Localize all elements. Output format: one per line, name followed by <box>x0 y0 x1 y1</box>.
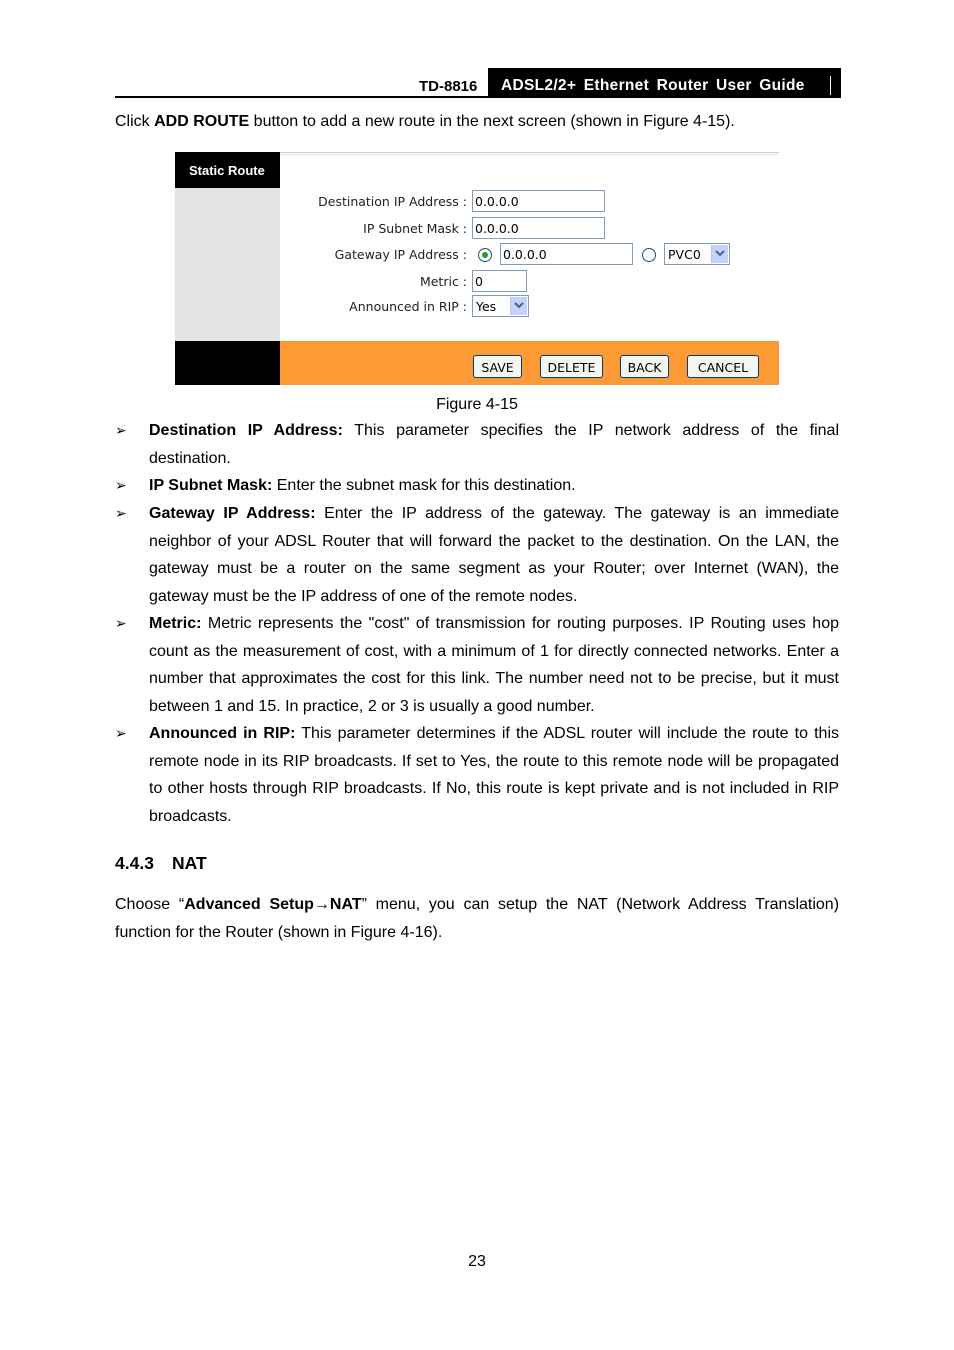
rip-label: Announced in RIP : <box>349 299 467 314</box>
metric-label: Metric : <box>419 274 467 289</box>
save-button[interactable]: SAVE <box>473 355 522 378</box>
header-guide-title: ADSL2/2+ Ethernet Router User Guide <box>501 77 805 94</box>
bullet-text <box>149 472 839 500</box>
panel-top-subborder <box>280 154 779 155</box>
chevron-down-icon <box>510 297 527 315</box>
header-model: TD-8816 <box>419 78 478 95</box>
gateway-ip-radio[interactable] <box>478 248 492 262</box>
nat-bold-advanced: Advanced Setup <box>184 896 314 913</box>
bullet-item <box>115 720 839 830</box>
bullet-arrow-icon: ➢ <box>115 505 127 521</box>
cancel-button[interactable]: CANCEL <box>687 355 759 378</box>
pvc-radio[interactable] <box>642 248 656 262</box>
bullet-desc: Metric represents the "cost" of transmission for routing purposes. IP Routing uses hop count as the measurement of cost, with a minimum of 1 for directly connected networks. Enter a number that approximates the cost for this link. The number need not to be precise, but it must between 1 and 15. In practice, 2 or 3 is usually a good number. <box>149 615 839 715</box>
bullet-item <box>115 610 839 720</box>
intro-suffix: button to add a new route in the next screen (shown in Figure 4-15). <box>249 113 735 130</box>
pvc-select[interactable] <box>664 243 730 265</box>
bullet-text <box>149 610 839 720</box>
intro-paragraph <box>115 108 839 136</box>
dest-ip-label: Destination IP Address : <box>318 194 467 209</box>
page-number: 23 <box>468 1253 486 1270</box>
bullet-text <box>149 500 839 610</box>
bullet-desc: Enter the IP address of the gateway. The gateway is an immediate neighbor of your ADSL Router that will forward the packet to the destination. On the LAN, the gateway must be a router on the same segment as your Router; over Internet (WAN), the gateway must be the IP address of one of the remote nodes. <box>149 505 839 605</box>
bullet-term: IP Subnet Mask: <box>149 477 273 494</box>
bullet-arrow-icon: ➢ <box>115 422 127 438</box>
bullet-item <box>115 500 839 610</box>
bullet-arrow-icon: ➢ <box>115 615 127 631</box>
nat-prefix: Choose “ <box>115 896 185 913</box>
gateway-ip-label: Gateway IP Address : <box>334 247 467 262</box>
radio-selected-dot <box>482 252 488 258</box>
bullet-text <box>149 417 839 472</box>
rip-select[interactable] <box>472 295 529 317</box>
bullet-desc: Enter the subnet mask for this destination. <box>272 477 576 494</box>
header-rule <box>115 96 841 98</box>
nat-bold-nat: NAT <box>329 896 362 913</box>
chevron-down-icon <box>711 245 728 263</box>
metric-input[interactable]: 0 <box>472 270 527 292</box>
nat-arrow: → <box>313 896 330 913</box>
bullet-text <box>149 720 839 830</box>
bullet-term: Metric: <box>149 615 202 632</box>
subnet-mask-input[interactable]: 0.0.0.0 <box>472 217 605 239</box>
section-title: NAT <box>172 853 207 873</box>
bullet-desc: This parameter determines if the ADSL router will include the route to this remote node in its RIP broadcasts. If set to Yes, the route to this remote node will be propagated to other hosts through RIP broadcasts. If No, this route is kept private and is not included in RIP broadcasts. <box>149 725 839 825</box>
bullet-term: Gateway IP Address: <box>149 505 316 522</box>
intro-bold: ADD ROUTE <box>154 113 250 130</box>
panel-top-border <box>280 152 779 153</box>
bullet-arrow-icon: ➢ <box>115 477 127 493</box>
section-heading <box>115 853 207 874</box>
nat-suffix: ” menu, you can setup the NAT (Network Address Translation) function for the Router (shown in Figure 4-16). <box>115 896 840 941</box>
header-separator <box>830 76 831 95</box>
static-route-panel <box>175 152 779 385</box>
panel-title: Static Route <box>175 152 280 188</box>
nat-paragraph <box>115 891 839 946</box>
bullet-item <box>115 472 839 500</box>
panel-footer-left <box>175 341 280 385</box>
gateway-ip-input[interactable]: 0.0.0.0 <box>500 243 633 265</box>
section-number: 4.4.3 <box>115 853 154 873</box>
bullet-term: Announced in RIP: <box>149 725 296 742</box>
figure-caption: Figure 4-15 <box>436 396 518 413</box>
pvc-select-value: PVC0 <box>668 247 701 262</box>
intro-prefix: Click <box>115 113 155 130</box>
header-guide-title-box <box>488 68 841 98</box>
back-button[interactable]: BACK <box>620 355 669 378</box>
bullet-term: Destination IP Address: <box>149 422 343 439</box>
subnet-mask-label: IP Subnet Mask : <box>363 221 467 236</box>
dest-ip-input[interactable]: 0.0.0.0 <box>472 190 605 212</box>
rip-select-value: Yes <box>476 299 497 314</box>
delete-button[interactable]: DELETE <box>540 355 603 378</box>
bullet-item <box>115 417 839 473</box>
bullet-desc: This parameter specifies the IP network address of the final destination. <box>149 422 840 467</box>
bullet-arrow-icon: ➢ <box>115 725 127 741</box>
